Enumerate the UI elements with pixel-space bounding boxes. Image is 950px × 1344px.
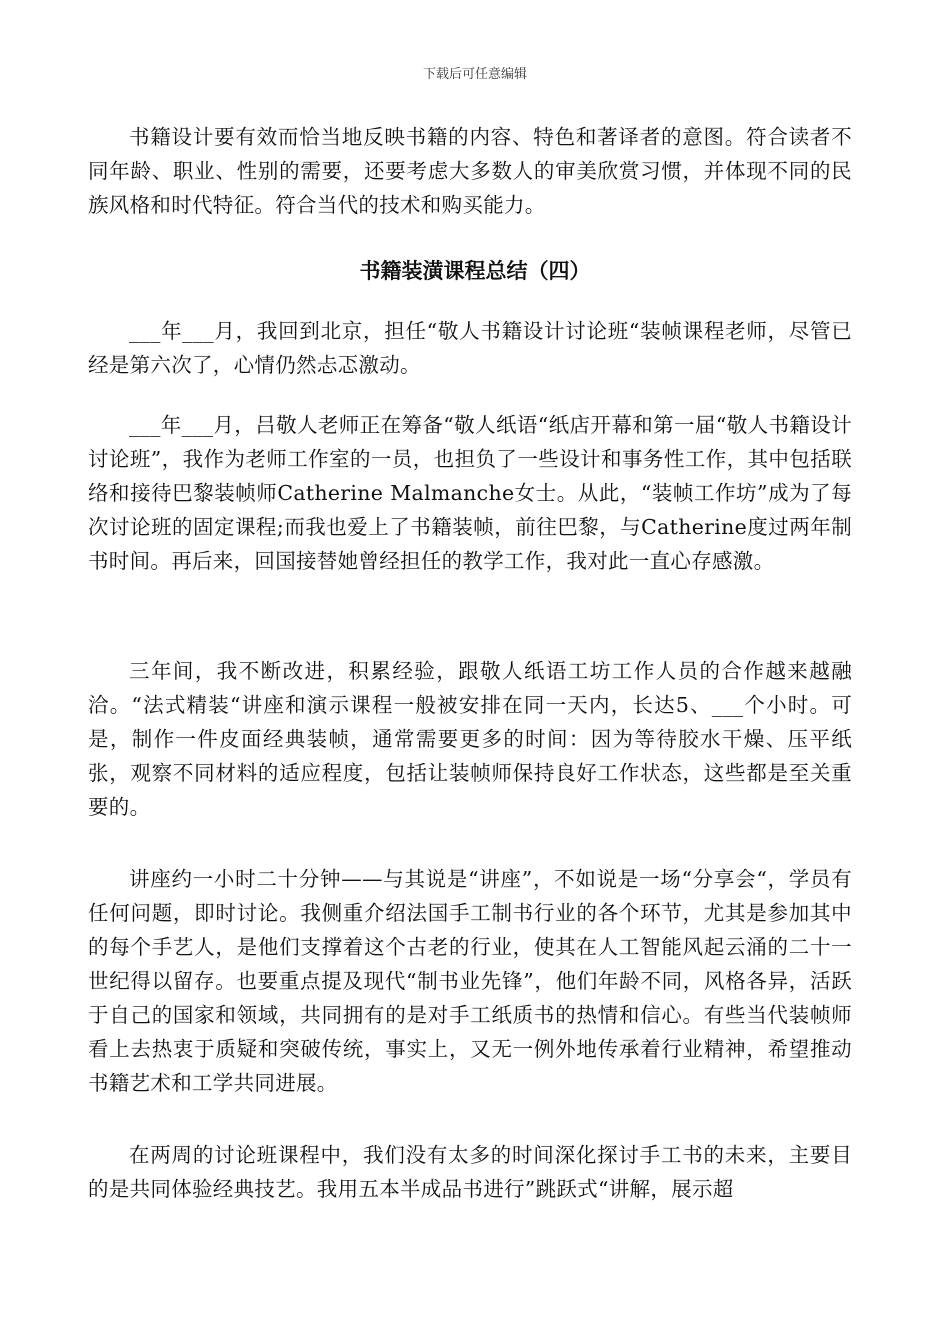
body-paragraph: ___年___月，我回到北京，担任“敬人书籍设计讨论班“装帧课程老师，尽管已经是第六次了，心情仍然忐忑激动。	[88, 319, 852, 377]
body-paragraph: 三年间，我不断改进，积累经验，跟敬人纸语工坊工作人员的合作越来越融洽。“法式精装“讲座和演示课程一般被安排在同一天内，长达5、___个小时。可是，制作一件皮面经典装帧，通常需要更多的时间：因为等待胶水干燥、压平纸张，观察不同材料的适应程度，包括让装帧师保持良好工作状态，这些都是至关重要的。	[88, 659, 852, 819]
body-paragraph: 讲座约一小时二十分钟——与其说是“讲座”，不如说是一场“分享会“，学员有任何问题，即时讨论。我侧重介绍法国手工制书行业的各个环节，尤其是参加其中的每个手艺人，是他们支撑着这个古老的行业，使其在人工智能风起云涌的二十一世纪得以留存。也要重点提及现代“制书业先锋”，他们年龄不同，风格各异，活跃于自己的国家和领域，共同拥有的是对手工纸质书的热情和信心。有些当代装帧师看上去热衷于质疑和突破传统，事实上，又无一例外地传承着行业精神，希望推动书籍艺术和工学共同进展。	[88, 867, 852, 1095]
page-header-watermark: 下载后可任意编辑	[422, 67, 527, 82]
section-title: 书籍装潢课程总结（四）	[359, 258, 591, 283]
body-paragraph: 在两周的讨论班课程中，我们没有太多的时间深化探讨手工书的未来，主要目的是共同体验经典技艺。我用五本半成品书进行”跳跃式“讲解，展示超	[88, 1143, 852, 1201]
intro-paragraph: 书籍设计要有效而恰当地反映书籍的内容、特色和著译者的意图。符合读者不同年龄、职业、性别的需要，还要考虑大多数人的审美欣赏习惯，并体现不同的民族风格和时代特征。符合当代的技术和购买能力。	[88, 125, 852, 217]
body-paragraph: ___年___月，吕敬人老师正在筹备“敬人纸语“纸店开幕和第一届“敬人书籍设计讨论班”，我作为老师工作室的一员，也担负了一些设计和事务性工作，其中包括联络和接待巴黎装帧师Catherine Malmanche女士。从此，“装帧工作坊”成为了每次讨论班的固定课程;而我也爱上了书籍装帧，前往巴黎，与Catherine度过两年制书时间。再后来，回国接替她曾经担任的教学工作，我对此一直心存感激。	[88, 413, 852, 573]
